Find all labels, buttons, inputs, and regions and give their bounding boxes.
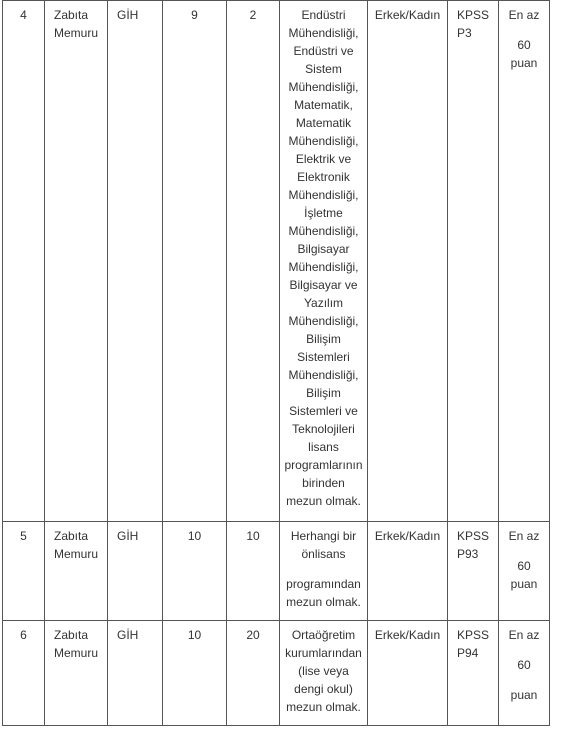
class-cell: GİH [108, 621, 163, 726]
position-title: Zabıta Memuru [45, 621, 108, 726]
kpss-cell: KPSS P94 [448, 621, 499, 726]
degree-cell: 10 [163, 522, 227, 621]
score-cell: En az 60 puan [499, 522, 550, 621]
count-cell: 2 [227, 1, 280, 522]
gender-cell: Erkek/Kadın [368, 621, 448, 726]
gender-cell: Erkek/Kadın [368, 1, 448, 522]
count-cell: 20 [227, 621, 280, 726]
count-cell: 10 [227, 522, 280, 621]
qualification-cell: Endüstri Mühendisliği, Endüstri ve Sistem Mühendisliği, Matematik, Matematik Mühendisliği, Elektrik ve Elektronik Mühendisliği, İşletme Mühendisliği, Bilgisayar Mühendisliği, Bilgisayar ve Yazılım Mühendisliği, Bilişim Sistemleri Mühendisliği, Bilişim Sistemleri ve Teknolojileri lisans programlarının birinden mezun olmak. [280, 1, 368, 522]
qualification-cell: Ortaöğretim kurumlarından (lise veya dengi okul) mezun olmak. [280, 621, 368, 726]
table-row [3, 522, 550, 621]
score-cell: En az 60 puan [499, 1, 550, 522]
score-cell: En az 60 puan [499, 621, 550, 726]
row-number: 5 [3, 522, 45, 621]
degree-cell: 10 [163, 621, 227, 726]
position-title: Zabıta Memuru [45, 522, 108, 621]
row-number: 4 [3, 1, 45, 522]
degree-cell: 9 [163, 1, 227, 522]
table-row [3, 1, 550, 522]
row-number: 6 [3, 621, 45, 726]
kpss-cell: KPSS P93 [448, 522, 499, 621]
kpss-cell: KPSS P3 [448, 1, 499, 522]
class-cell: GİH [108, 1, 163, 522]
table-row [3, 621, 550, 726]
position-title: Zabıta Memuru [45, 1, 108, 522]
positions-table [2, 0, 550, 726]
qualification-cell: Herhangi bir önlisans programından mezun olmak. [280, 522, 368, 621]
gender-cell: Erkek/Kadın [368, 522, 448, 621]
class-cell: GİH [108, 522, 163, 621]
